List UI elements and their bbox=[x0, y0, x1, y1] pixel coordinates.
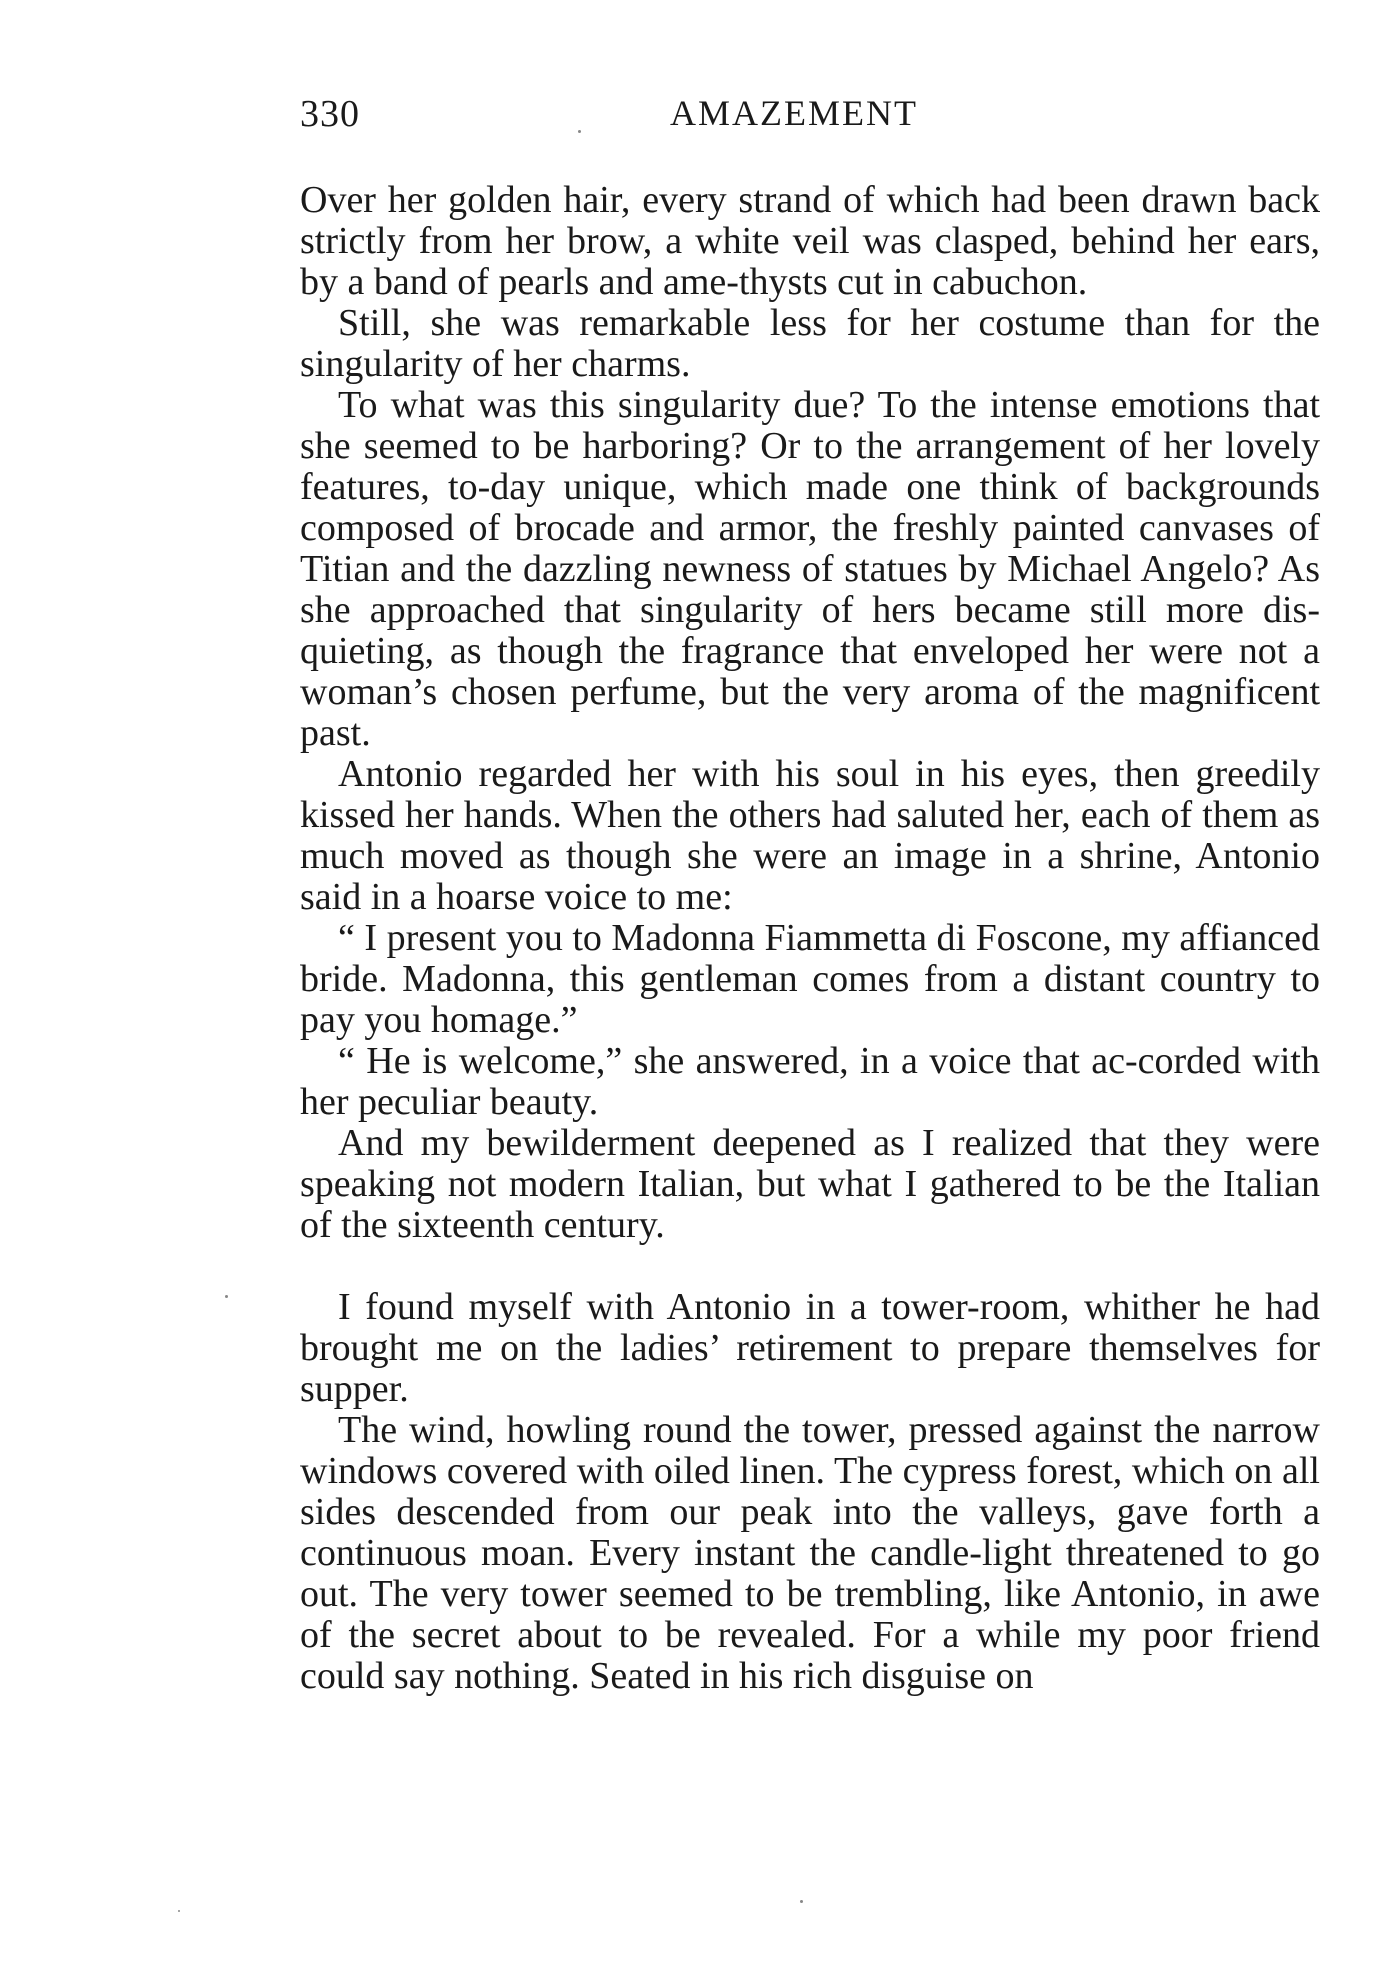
paragraph: Still, she was remarkable less for her costume than for the singularity of her charms. bbox=[300, 302, 1320, 385]
scan-speck bbox=[225, 1295, 228, 1298]
scan-speck bbox=[178, 1910, 180, 1912]
paragraph: Antonio regarded her with his soul in his eyes, then greedily kissed her hands. When the others had saluted her, each of them as much moved as though she were an image in a shrine, Antonio said in a hoarse voice to me: bbox=[300, 753, 1320, 918]
paragraph: “ I present you to Madonna Fiammetta di Foscone, my affianced bride. Madonna, this gentleman comes from a distant country to pay you homage.” bbox=[300, 917, 1320, 1041]
page-header bbox=[300, 92, 1320, 142]
paragraph: To what was this singularity due? To the intense emotions that she seemed to be harboring? Or to the arrangement of her lovely features, to-day unique, which made one think of backgrounds composed of brocade and armor, the freshly painted canvases of Titian and the dazzling newness of statues by Michael Angelo? As she approached that singularity of hers became still more dis-quieting, as though the fragrance that enveloped her were not a woman’s chosen perfume, but the very aroma of the magnificent past. bbox=[300, 384, 1320, 754]
page-number: 330 bbox=[300, 93, 360, 135]
paragraph: And my bewilderment deepened as I realized that they were speaking not modern Italian, but what I gathered to be the Italian of the sixteenth century. bbox=[300, 1122, 1320, 1246]
scan-speck bbox=[800, 1900, 803, 1903]
running-title: AMAZEMENT bbox=[670, 93, 918, 133]
body-text bbox=[300, 180, 1320, 1697]
scan-speck bbox=[578, 130, 581, 133]
section-break bbox=[300, 1246, 1320, 1287]
paragraph: Over her golden hair, every strand of which had been drawn back strictly from her brow, a white veil was clasped, behind her ears, by a band of pearls and ame-thysts cut in cabuchon. bbox=[300, 179, 1320, 303]
paragraph: The wind, howling round the tower, pressed against the narrow windows covered with oiled linen. The cypress forest, which on all sides descended from our peak into the valleys, gave forth a continuous moan. Every instant the candle-light threatened to go out. The very tower seemed to be trembling, like Antonio, in awe of the secret about to be revealed. For a while my poor friend could say nothing. Seated in his rich disguise on bbox=[300, 1409, 1320, 1697]
paragraph: I found myself with Antonio in a tower-room, whither he had brought me on the ladies’ retirement to prepare themselves for supper. bbox=[300, 1286, 1320, 1410]
paragraph: “ He is welcome,” she answered, in a voice that ac-corded with her peculiar beauty. bbox=[300, 1040, 1320, 1123]
